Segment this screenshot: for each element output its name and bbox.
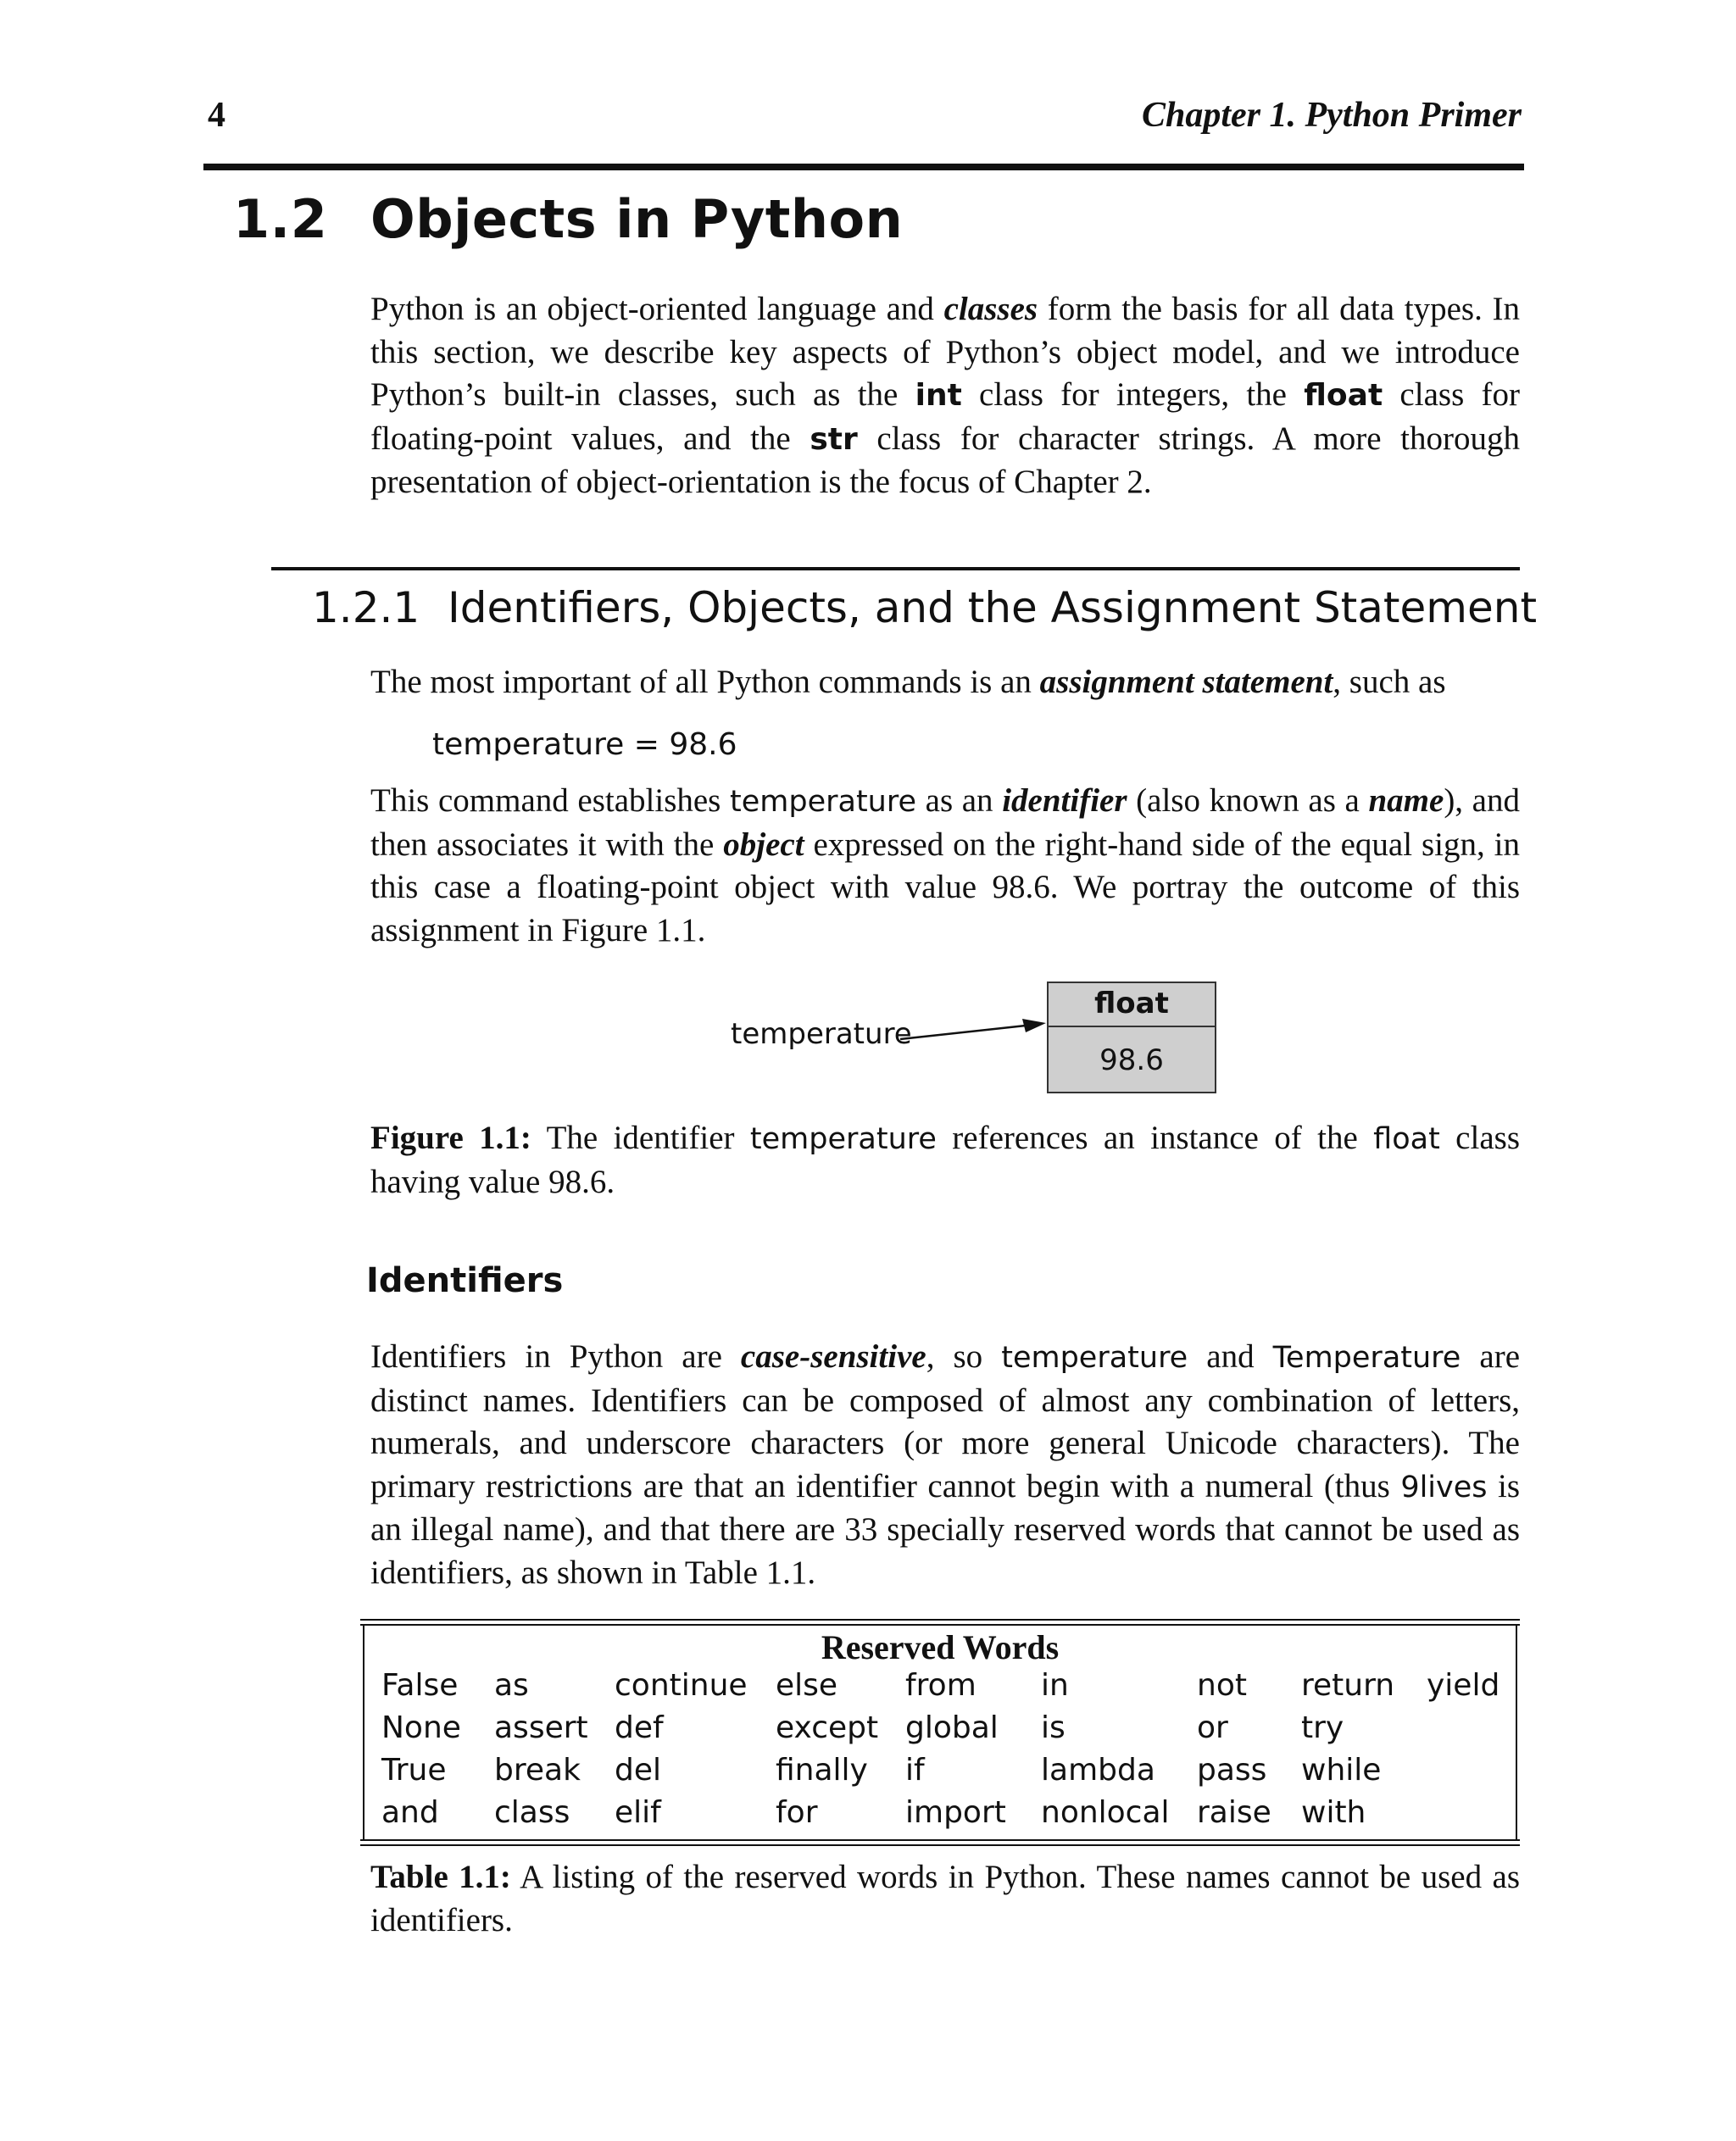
reserved-word: False [381, 1668, 459, 1703]
text: (also known as a [1127, 782, 1369, 819]
reserved-word: break [494, 1753, 581, 1788]
key-term: classes [943, 291, 1038, 327]
section-title: Objects in Python [370, 188, 904, 250]
reserved-word: except [776, 1710, 879, 1745]
text: Identifiers in Python are [370, 1338, 741, 1375]
reserved-word: in [1041, 1668, 1069, 1703]
key-term: identifier [1002, 782, 1127, 819]
header-rule [203, 164, 1524, 170]
text: are distinct names. Identifiers can be composed of almost any combination of letters, numerals, and underscore characters (or more general Unicode characters). The primary restrictions are that an identifier cannot begin with a numeral (thus [370, 1338, 1520, 1504]
text: This command establishes [370, 782, 730, 819]
reserved-word: elif [615, 1795, 661, 1830]
reserved-word: else [776, 1668, 838, 1703]
section-number: 1.2 [233, 188, 328, 250]
identifiers-paragraph [370, 1336, 1520, 1594]
table-rule [360, 1839, 1520, 1841]
section-heading [233, 188, 903, 250]
intro-paragraph [370, 288, 1520, 504]
reserved-word: import [905, 1795, 1006, 1830]
reference-arrow [899, 1014, 1051, 1048]
reserved-word: class [494, 1795, 570, 1830]
key-term: case-sensitive [740, 1338, 926, 1375]
text: , so [926, 1338, 1002, 1375]
reserved-word: from [905, 1668, 976, 1703]
reserved-word: not [1197, 1668, 1247, 1703]
text: expressed on the right-hand side of the equal sign, in this case a floating-point object with value 98.6. We portray the outcome of this assignment in Figure 1.1. [370, 826, 1520, 948]
reserved-word: continue [615, 1668, 748, 1703]
code-term: temperature [730, 785, 916, 819]
reserved-word: with [1301, 1795, 1366, 1830]
text: is an illegal name), and that there are 33 specially reserved words that cannot be used as identifiers, as shown in Table 1.1. [370, 1467, 1521, 1591]
caption-label: Table 1.1: [370, 1859, 511, 1895]
subsection-rule [271, 567, 1520, 570]
reserved-word: def [615, 1710, 664, 1745]
chapter-title: Chapter 1. Python Primer [1141, 96, 1522, 135]
class-name: float [1304, 378, 1383, 413]
figure-caption [370, 1117, 1520, 1204]
text: references an instance of the [936, 1120, 1374, 1156]
key-term: assignment statement [1039, 664, 1333, 700]
text: class having value 98.6. [370, 1120, 1520, 1200]
reserved-word: pass [1197, 1753, 1267, 1788]
code-term: 9lives [1400, 1470, 1488, 1504]
text: class for integers, the [961, 376, 1305, 413]
text: ), and then associates it with the [370, 782, 1520, 863]
text: The most important of all Python commands is an [370, 664, 1040, 700]
text: A listing of the reserved words in Python. These names cannot be used as identifiers. [370, 1859, 1520, 1938]
reserved-word: nonlocal [1041, 1795, 1170, 1830]
table-rule [360, 1619, 1520, 1621]
code-example: temperature = 98.6 [432, 727, 737, 762]
page-number: 4 [208, 96, 225, 135]
reserved-word: assert [494, 1710, 588, 1745]
caption-label: Figure 1.1: [370, 1120, 531, 1156]
code-term: Temperature [1272, 1341, 1461, 1375]
code-term: float [1373, 1122, 1440, 1156]
text: as an [916, 782, 1003, 819]
reserved-word: del [615, 1753, 662, 1788]
table-caption [370, 1856, 1520, 1942]
reserved-word: or [1197, 1710, 1228, 1745]
object-value: 98.6 [1099, 1043, 1164, 1077]
subsection-heading [312, 583, 1537, 632]
text: and [1188, 1338, 1273, 1375]
text: , such as [1333, 664, 1446, 700]
code-term: temperature [749, 1122, 937, 1156]
identifiers-heading: Identifiers [366, 1261, 564, 1300]
subsection-title: Identifiers, Objects, and the Assignment Statement [448, 583, 1538, 632]
class-name: int [915, 378, 962, 413]
object-class-name: float [1049, 983, 1215, 1027]
figure-identifier-label: temperature [731, 1017, 912, 1051]
reserved-word: and [381, 1795, 439, 1830]
key-term: name [1368, 782, 1444, 819]
reserved-word: if [905, 1753, 925, 1788]
key-term: object [723, 826, 804, 863]
class-name: str [810, 421, 858, 457]
reserved-word: finally [776, 1753, 868, 1788]
reserved-word: yield [1427, 1668, 1500, 1703]
text: form the basis for all data types. In this section, we describe key aspects of Python’s object model, and we introduce Python’s built-in classes, such as the [370, 291, 1520, 413]
reserved-word: while [1301, 1753, 1382, 1788]
reserved-word: for [776, 1795, 818, 1830]
running-header [208, 95, 1522, 146]
text: Python is an object-oriented language and [370, 291, 944, 327]
table-rule [360, 1844, 1520, 1846]
reserved-word: True [381, 1753, 447, 1788]
float-object-box [1047, 982, 1216, 1093]
reserved-word: try [1301, 1710, 1344, 1745]
explanation-paragraph [370, 780, 1520, 952]
table-title: Reserved Words [821, 1628, 1060, 1666]
reserved-word: global [905, 1710, 999, 1745]
reserved-word: as [494, 1668, 529, 1703]
text: class for character strings. A more thorough presentation of object-orientation is the focus of Chapter 2. [370, 420, 1520, 500]
text: class for floating-point values, and the [370, 376, 1520, 457]
assignment-paragraph [370, 661, 1520, 704]
reserved-word: lambda [1041, 1753, 1155, 1788]
text: The identifier [531, 1120, 750, 1156]
reserved-word: return [1301, 1668, 1395, 1703]
code-term: temperature [1001, 1341, 1188, 1375]
reserved-word: None [381, 1710, 461, 1745]
reserved-word: is [1041, 1710, 1066, 1745]
reserved-word: raise [1197, 1795, 1271, 1830]
subsection-number: 1.2.1 [312, 583, 420, 632]
